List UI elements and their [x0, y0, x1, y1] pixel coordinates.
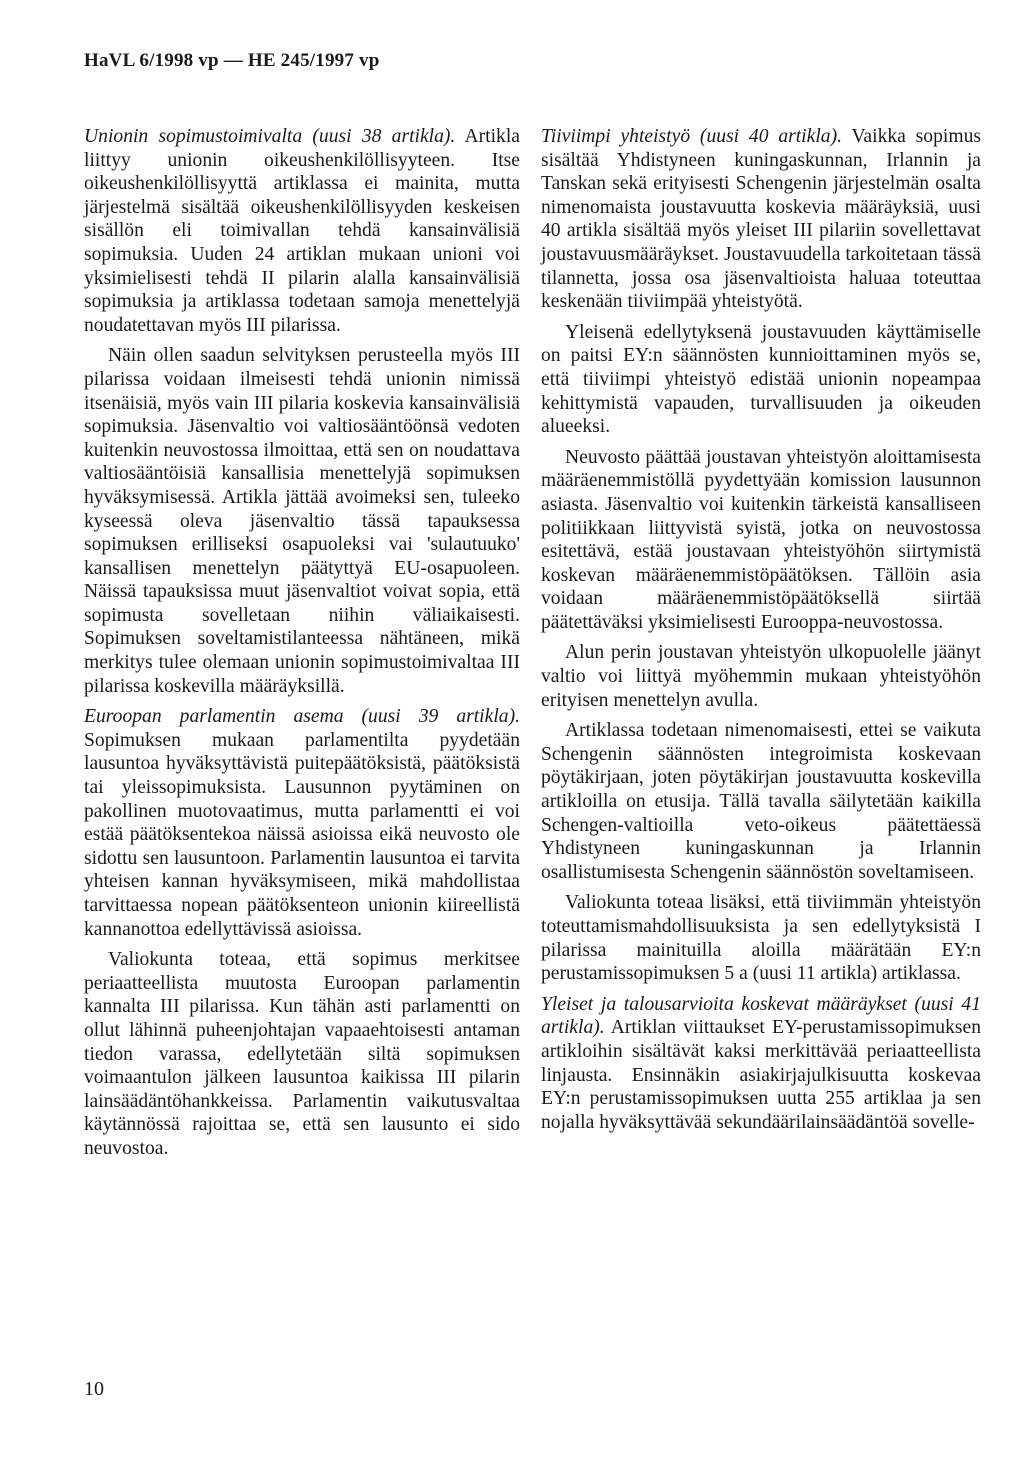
paragraph-closer-cooperation [541, 125, 981, 314]
paragraph-parliament-position [84, 705, 520, 941]
paragraph-general-condition: Yleisenä edellytyksenä joustavuuden käyttämiselle on paitsi EY:n säännösten kunnioittaminen myös se, että tiiviimpi yhteistyö edistää unionin nopeampaa kehittymistä vapauden, turvallisuuden ja oikeuden alueeksi. [541, 321, 981, 438]
left-column [84, 125, 520, 1168]
paragraph-text: Artiklan viittaukset EY-perustamissopimuksen artikloihin sisältävät kaksi merkittävää periaatteellista linjausta. Ensinnäkin asiakirjajulkisuutta koskevaa EY:n perustamissopimuksen uutta 255 artiklaa ja sen nojalla hyväksyttävää sekundäärilainsäädäntöä sovelle- [541, 1017, 981, 1133]
paragraph-schengen-protocol: Artiklassa todetaan nimenomaisesti, ettei se vaikuta Schengenin säännösten integroimista koskevaan pöytäkirjaan, joten pöytäkirjan joustavuutta koskevilla artikloilla on etusija. Tällä tavalla säilytetään kaikilla Schengen-valtioilla veto-oikeus päätettäessä Yhdistyneen kuningaskunnan ja Irlannin osallistumisesta Schengenin säännöstön soveltamiseen. [541, 720, 981, 883]
paragraph-later-joining: Alun perin joustavan yhteistyön ulkopuolelle jäänyt valtio voi liittyä myöhemmin mukaan yhteistyöhön erityisen menettelyn avulla. [541, 642, 981, 711]
paragraph-committee-parliament: Valiokunta toteaa, että sopimus merkitsee periaatteellista muutosta Euroopan parlamentin kannalta III pilarissa. Kun tähän asti parlamentti on ollut lähinnä puheenjohtajan vapaaehtoisesti antaman tiedon varassa, edellytetään siltä sopimuksen voimaantulon jälkeen lausuntoa kaikissa III pilarin lainsäädäntöhankkeissa. Parlamentin vaikutusvaltaa käytännössä rajoittaa se, että sen lausunto ei sido neuvostoa. [84, 949, 520, 1159]
section-heading-closer-cooperation: Tiiviimpi yhteistyö (uusi 40 artikla). [541, 126, 842, 147]
right-column [541, 125, 981, 1141]
paragraph-treaty-competence [84, 125, 520, 337]
paragraph-committee-first-pillar: Valiokunta toteaa lisäksi, että tiiviimmän yhteistyön toteuttamismahdollisuuksista ja sen edellytyksistä I pilarissa mainituilla aloilla määrätään EY:n perustamissopimuksen 5 a (uusi 11 artikla) artiklassa. [541, 892, 981, 985]
section-heading-treaty-competence: Unionin sopimustoimivalta (uusi 38 artikla). [84, 126, 456, 147]
paragraph-third-pillar-agreements: Näin ollen saadun selvityksen perusteella myös III pilarissa voidaan ilmeisesti tehdä unionin nimissä itsenäisiä, myös vain III pilaria koskevia kansainvälisiä sopimuksia. Jäsenvaltio voi valtiosääntöönsä vedoten kuitenkin neuvostossa ilmoittaa, että sen on noudattava valtiosääntöisiä kansallisia menettelyjä sopimuksen hyväksymisessä. Artikla jättää avoimeksi sen, tuleeko kyseessä oleva jäsenvaltio tässä tapauksessa sopimuksen erilliseksi osapuoleksi vai 'sulautuuko' kansallisen menettelyn päätyttyä EU-osapuoleen. Näissä tapauksissa muut jäsenvaltiot voivat sopia, että sopimusta sovelletaan niihin väliaikaisesti. Sopimuksen soveltamistilanteessa nähtäneen, mikä merkitys tulee olemaan unionin sopimustoimivaltaa III pilarissa koskevilla määräyksillä. [84, 345, 520, 697]
paragraph-text: Vaikka sopimus sisältää Yhdistyneen kuningaskunnan, Irlannin ja Tanskan sekä erityisesti Schengenin järjestelmän osalta nimenomaista joustavuutta koskevia määräyksiä, uusi 40 artikla sisältää myös yleiset III pilariin sovellettavat joustavuusmääräykset. Joustavuudella tarkoitetaan tässä tilannetta, jossa osa jäsenvaltioista haluaa toteuttaa keskenään tiiviimpää yhteistyötä. [541, 126, 981, 313]
paragraph-text: Sopimuksen mukaan parlamentilta pyydetään lausuntoa hyväksyttävistä puitepäätöksistä, päätöksistä tai yleissopimuksista. Lausunnon pyytäminen on pakollinen muotovaatimus, mutta parlamentti ei voi estää päätöksentekoa näissä asioissa eikä neuvosto ole sidottu sen lausuntoon. Parlamentin lausuntoa ei tarvita yhteisen kannan hyväksymiseen, mikä mahdollistaa tarvittaessa nopean päätöksenteon unionin kiireellistä kannanottoa edellyttävissä asioissa. [84, 729, 520, 940]
section-heading-general-budget-provisions: Yleiset ja talousarvioita koskevat määräykset (uusi 41 artikla). [541, 993, 981, 1039]
running-header: HaVL 6/1998 vp — HE 245/1997 vp [84, 50, 380, 71]
paragraph-text: Artikla liittyy unionin oikeushenkilöllisyyteen. Itse oikeushenkilöllisyyttä artiklassa ei mainita, mutta järjestelmä sisältää oikeushenkilöllisyyden keskeisen sisällön eli toimivallan tehdä kansainvälisiä sopimuksia. Uuden 24 artiklan mukaan unioni voi yksimielisesti tehdä II pilarin alalla kansainvälisiä sopimuksia ja artiklassa todetaan samoja menettelyjä noudatettavan myös III pilarissa. [84, 126, 520, 336]
section-heading-parliament-position: Euroopan parlamentin asema (uusi 39 artikla). [84, 706, 520, 728]
paragraph-general-budget-provisions [541, 993, 981, 1135]
paragraph-council-decision: Neuvosto päättää joustavan yhteistyön aloittamisesta määräenemmistöllä pyydettyään komission lausunnon asiasta. Jäsenvaltio voi kuitenkin tärkeistä kansalliseen politiikkaan liittyvistä syistä, jotka on neuvostossa esitettävä, estää joustavaan yhteistyöhön siirtymistä koskevan määräenemmistöpäätöksen. Tällöin asia voidaan määräenemmistöpäätöksellä siirtää päätettäväksi yksimielisesti Eurooppa-neuvostossa. [541, 446, 981, 633]
page-number: 10 [84, 1378, 104, 1400]
